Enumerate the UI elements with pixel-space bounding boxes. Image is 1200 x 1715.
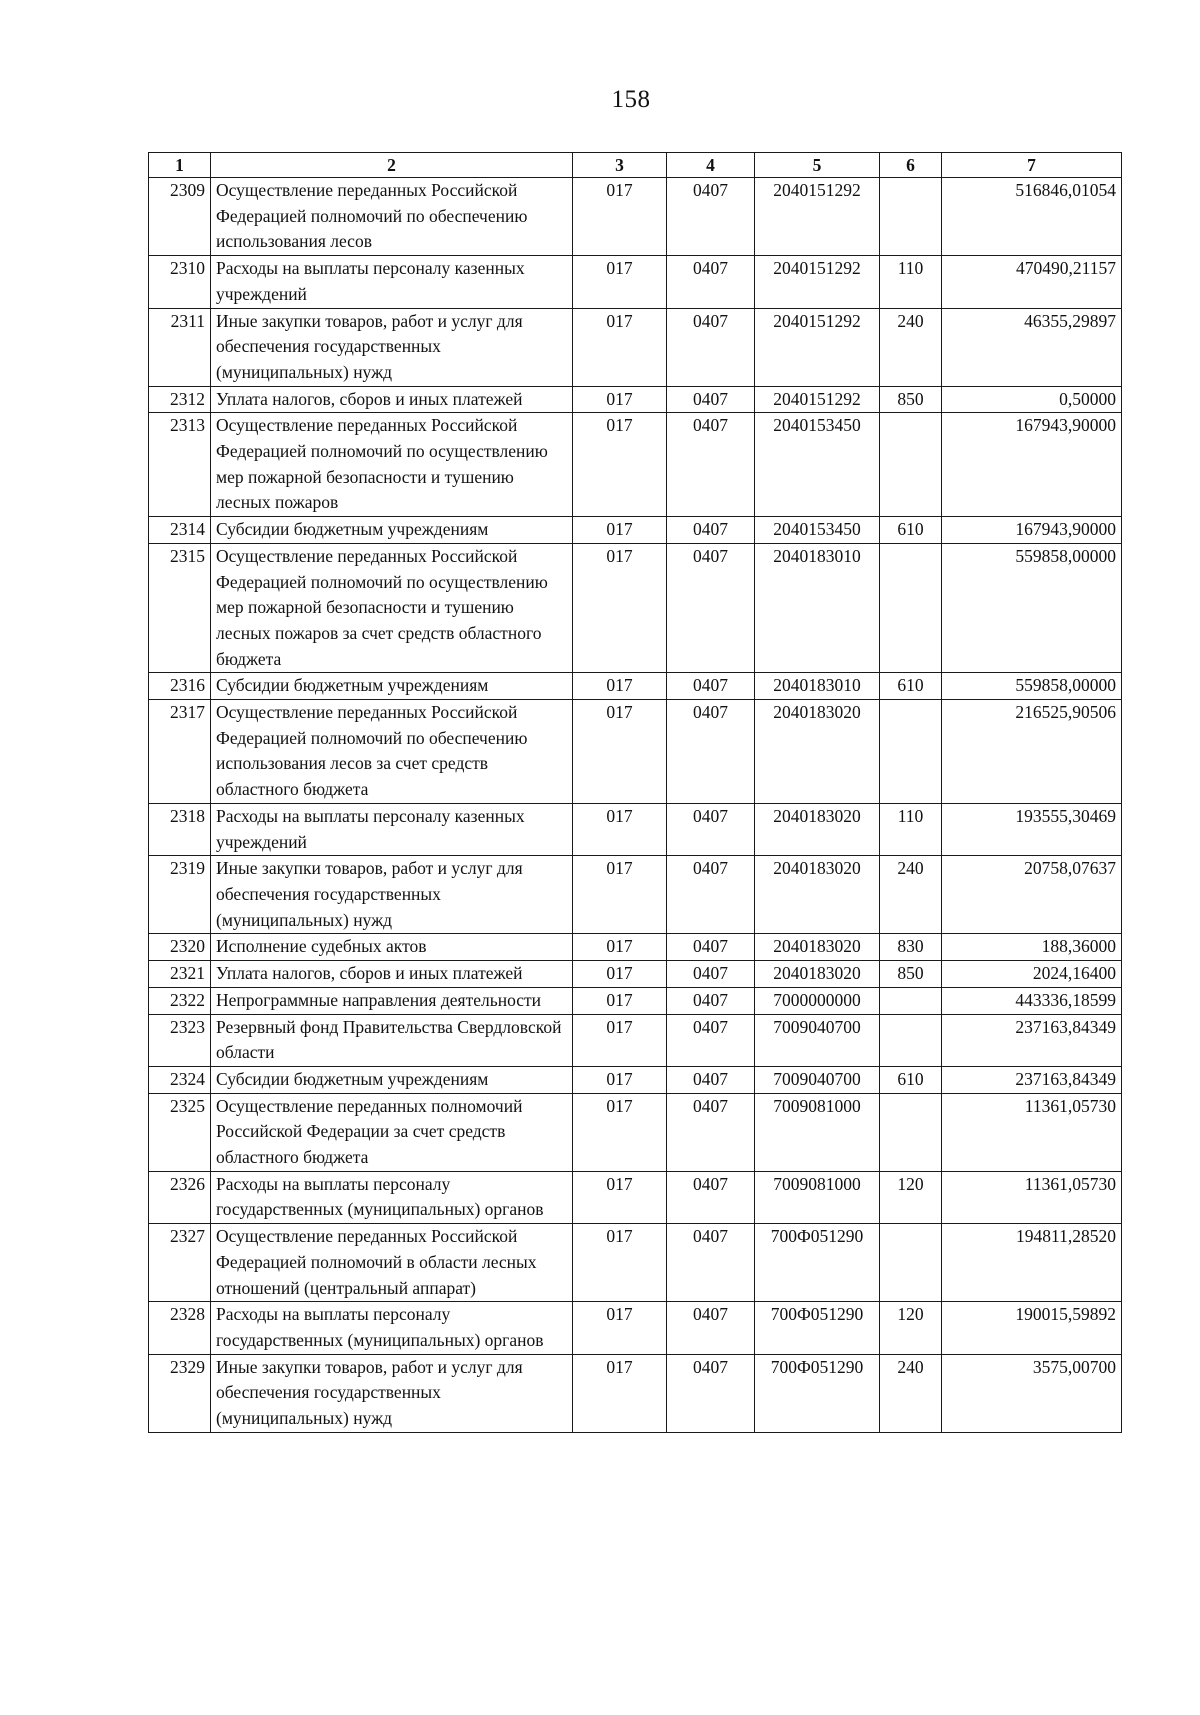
table-row bbox=[149, 308, 1122, 386]
item-name-cell: Расходы на выплаты персоналу казенных учреждений bbox=[211, 803, 573, 855]
section-code-cell: 0407 bbox=[667, 961, 755, 988]
item-name-cell: Осуществление переданных Российской Федерацией полномочий по осуществлению мер пожарной безопасности и тушению лесных пожаров bbox=[211, 413, 573, 517]
section-code-cell: 0407 bbox=[667, 1302, 755, 1354]
admin-code-cell: 017 bbox=[573, 1354, 667, 1432]
table-row bbox=[149, 517, 1122, 544]
row-number-cell: 2317 bbox=[149, 700, 211, 804]
section-code-cell: 0407 bbox=[667, 1171, 755, 1223]
expense-type-cell bbox=[880, 987, 942, 1014]
amount-cell: 0,50000 bbox=[942, 386, 1122, 413]
budget-table bbox=[148, 152, 1122, 1433]
admin-code-cell: 017 bbox=[573, 1093, 667, 1171]
item-name-cell: Иные закупки товаров, работ и услуг для обеспечения государственных (муниципальных) нужд bbox=[211, 856, 573, 934]
table-row bbox=[149, 413, 1122, 517]
table-row bbox=[149, 256, 1122, 308]
target-code-cell: 7009040700 bbox=[755, 1014, 880, 1066]
table-header bbox=[149, 153, 1122, 178]
column-header: 6 bbox=[880, 153, 942, 178]
item-name-cell: Иные закупки товаров, работ и услуг для обеспечения государственных (муниципальных) нужд bbox=[211, 1354, 573, 1432]
table-body bbox=[149, 178, 1122, 1433]
item-name-cell: Осуществление переданных Российской Федерацией полномочий по обеспечению использования лесов bbox=[211, 178, 573, 256]
column-header: 1 bbox=[149, 153, 211, 178]
section-code-cell: 0407 bbox=[667, 517, 755, 544]
table-row bbox=[149, 1224, 1122, 1302]
target-code-cell: 2040153450 bbox=[755, 517, 880, 544]
row-number-cell: 2326 bbox=[149, 1171, 211, 1223]
row-number-cell: 2315 bbox=[149, 543, 211, 673]
expense-type-cell bbox=[880, 178, 942, 256]
admin-code-cell: 017 bbox=[573, 178, 667, 256]
item-name-cell: Иные закупки товаров, работ и услуг для обеспечения государственных (муниципальных) нужд bbox=[211, 308, 573, 386]
section-code-cell: 0407 bbox=[667, 934, 755, 961]
row-number-cell: 2313 bbox=[149, 413, 211, 517]
admin-code-cell: 017 bbox=[573, 1066, 667, 1093]
table-row bbox=[149, 934, 1122, 961]
target-code-cell: 2040183020 bbox=[755, 803, 880, 855]
row-number-cell: 2328 bbox=[149, 1302, 211, 1354]
target-code-cell: 2040183010 bbox=[755, 673, 880, 700]
section-code-cell: 0407 bbox=[667, 413, 755, 517]
item-name-cell: Субсидии бюджетным учреждениям bbox=[211, 1066, 573, 1093]
admin-code-cell: 017 bbox=[573, 386, 667, 413]
expense-type-cell: 110 bbox=[880, 256, 942, 308]
expense-type-cell bbox=[880, 1093, 942, 1171]
column-header: 3 bbox=[573, 153, 667, 178]
row-number-cell: 2321 bbox=[149, 961, 211, 988]
section-code-cell: 0407 bbox=[667, 308, 755, 386]
section-code-cell: 0407 bbox=[667, 543, 755, 673]
row-number-cell: 2322 bbox=[149, 987, 211, 1014]
expense-type-cell: 610 bbox=[880, 517, 942, 544]
target-code-cell: 7009040700 bbox=[755, 1066, 880, 1093]
expense-type-cell bbox=[880, 1224, 942, 1302]
table-row bbox=[149, 987, 1122, 1014]
amount-cell: 188,36000 bbox=[942, 934, 1122, 961]
table-row bbox=[149, 1171, 1122, 1223]
table-row bbox=[149, 1093, 1122, 1171]
table-row bbox=[149, 700, 1122, 804]
item-name-cell: Субсидии бюджетным учреждениям bbox=[211, 517, 573, 544]
admin-code-cell: 017 bbox=[573, 1014, 667, 1066]
column-header: 7 bbox=[942, 153, 1122, 178]
admin-code-cell: 017 bbox=[573, 856, 667, 934]
target-code-cell: 2040151292 bbox=[755, 256, 880, 308]
table-row bbox=[149, 1354, 1122, 1432]
section-code-cell: 0407 bbox=[667, 700, 755, 804]
table-row bbox=[149, 178, 1122, 256]
header-row bbox=[149, 153, 1122, 178]
column-header: 2 bbox=[211, 153, 573, 178]
target-code-cell: 7009081000 bbox=[755, 1171, 880, 1223]
section-code-cell: 0407 bbox=[667, 1354, 755, 1432]
item-name-cell: Осуществление переданных Российской Федерацией полномочий в области лесных отношений (центральный аппарат) bbox=[211, 1224, 573, 1302]
amount-cell: 167943,90000 bbox=[942, 517, 1122, 544]
row-number-cell: 2312 bbox=[149, 386, 211, 413]
target-code-cell: 700Ф051290 bbox=[755, 1302, 880, 1354]
item-name-cell: Осуществление переданных Российской Федерацией полномочий по осуществлению мер пожарной безопасности и тушению лесных пожаров за счет средств областного бюджета bbox=[211, 543, 573, 673]
target-code-cell: 2040183020 bbox=[755, 934, 880, 961]
amount-cell: 216525,90506 bbox=[942, 700, 1122, 804]
item-name-cell: Расходы на выплаты персоналу государственных (муниципальных) органов bbox=[211, 1171, 573, 1223]
target-code-cell: 2040153450 bbox=[755, 413, 880, 517]
amount-cell: 470490,21157 bbox=[942, 256, 1122, 308]
section-code-cell: 0407 bbox=[667, 1066, 755, 1093]
row-number-cell: 2329 bbox=[149, 1354, 211, 1432]
amount-cell: 190015,59892 bbox=[942, 1302, 1122, 1354]
admin-code-cell: 017 bbox=[573, 308, 667, 386]
target-code-cell: 7000000000 bbox=[755, 987, 880, 1014]
item-name-cell: Осуществление переданных полномочий Российской Федерации за счет средств областного бюджета bbox=[211, 1093, 573, 1171]
target-code-cell: 2040183010 bbox=[755, 543, 880, 673]
table-row bbox=[149, 856, 1122, 934]
row-number-cell: 2314 bbox=[149, 517, 211, 544]
amount-cell: 11361,05730 bbox=[942, 1093, 1122, 1171]
amount-cell: 193555,30469 bbox=[942, 803, 1122, 855]
target-code-cell: 2040151292 bbox=[755, 386, 880, 413]
item-name-cell: Расходы на выплаты персоналу казенных учреждений bbox=[211, 256, 573, 308]
item-name-cell: Расходы на выплаты персоналу государственных (муниципальных) органов bbox=[211, 1302, 573, 1354]
section-code-cell: 0407 bbox=[667, 987, 755, 1014]
section-code-cell: 0407 bbox=[667, 673, 755, 700]
admin-code-cell: 017 bbox=[573, 803, 667, 855]
table-row bbox=[149, 386, 1122, 413]
section-code-cell: 0407 bbox=[667, 856, 755, 934]
expense-type-cell: 610 bbox=[880, 673, 942, 700]
admin-code-cell: 017 bbox=[573, 543, 667, 673]
target-code-cell: 2040151292 bbox=[755, 308, 880, 386]
row-number-cell: 2318 bbox=[149, 803, 211, 855]
expense-type-cell: 610 bbox=[880, 1066, 942, 1093]
section-code-cell: 0407 bbox=[667, 1093, 755, 1171]
table-row bbox=[149, 1302, 1122, 1354]
item-name-cell: Уплата налогов, сборов и иных платежей bbox=[211, 386, 573, 413]
admin-code-cell: 017 bbox=[573, 987, 667, 1014]
target-code-cell: 7009081000 bbox=[755, 1093, 880, 1171]
expense-type-cell: 850 bbox=[880, 961, 942, 988]
admin-code-cell: 017 bbox=[573, 1224, 667, 1302]
expense-type-cell: 240 bbox=[880, 1354, 942, 1432]
table-row bbox=[149, 803, 1122, 855]
expense-type-cell: 830 bbox=[880, 934, 942, 961]
amount-cell: 237163,84349 bbox=[942, 1014, 1122, 1066]
amount-cell: 11361,05730 bbox=[942, 1171, 1122, 1223]
admin-code-cell: 017 bbox=[573, 961, 667, 988]
row-number-cell: 2320 bbox=[149, 934, 211, 961]
amount-cell: 237163,84349 bbox=[942, 1066, 1122, 1093]
target-code-cell: 2040183020 bbox=[755, 961, 880, 988]
row-number-cell: 2323 bbox=[149, 1014, 211, 1066]
admin-code-cell: 017 bbox=[573, 1171, 667, 1223]
item-name-cell: Субсидии бюджетным учреждениям bbox=[211, 673, 573, 700]
table-row bbox=[149, 673, 1122, 700]
amount-cell: 2024,16400 bbox=[942, 961, 1122, 988]
row-number-cell: 2309 bbox=[149, 178, 211, 256]
row-number-cell: 2327 bbox=[149, 1224, 211, 1302]
expense-type-cell: 240 bbox=[880, 856, 942, 934]
item-name-cell: Непрограммные направления деятельности bbox=[211, 987, 573, 1014]
section-code-cell: 0407 bbox=[667, 803, 755, 855]
amount-cell: 443336,18599 bbox=[942, 987, 1122, 1014]
section-code-cell: 0407 bbox=[667, 386, 755, 413]
amount-cell: 559858,00000 bbox=[942, 543, 1122, 673]
admin-code-cell: 017 bbox=[573, 673, 667, 700]
table-row bbox=[149, 961, 1122, 988]
column-header: 4 bbox=[667, 153, 755, 178]
item-name-cell: Уплата налогов, сборов и иных платежей bbox=[211, 961, 573, 988]
admin-code-cell: 017 bbox=[573, 256, 667, 308]
row-number-cell: 2324 bbox=[149, 1066, 211, 1093]
admin-code-cell: 017 bbox=[573, 517, 667, 544]
amount-cell: 3575,00700 bbox=[942, 1354, 1122, 1432]
row-number-cell: 2325 bbox=[149, 1093, 211, 1171]
table-row bbox=[149, 1014, 1122, 1066]
expense-type-cell bbox=[880, 543, 942, 673]
amount-cell: 167943,90000 bbox=[942, 413, 1122, 517]
expense-type-cell bbox=[880, 413, 942, 517]
expense-type-cell: 120 bbox=[880, 1302, 942, 1354]
column-header: 5 bbox=[755, 153, 880, 178]
row-number-cell: 2310 bbox=[149, 256, 211, 308]
section-code-cell: 0407 bbox=[667, 1224, 755, 1302]
item-name-cell: Исполнение судебных актов bbox=[211, 934, 573, 961]
target-code-cell: 700Ф051290 bbox=[755, 1224, 880, 1302]
target-code-cell: 2040151292 bbox=[755, 178, 880, 256]
page-number: 158 bbox=[611, 86, 651, 113]
target-code-cell: 700Ф051290 bbox=[755, 1354, 880, 1432]
admin-code-cell: 017 bbox=[573, 1302, 667, 1354]
admin-code-cell: 017 bbox=[573, 934, 667, 961]
expense-type-cell: 120 bbox=[880, 1171, 942, 1223]
admin-code-cell: 017 bbox=[573, 700, 667, 804]
row-number-cell: 2311 bbox=[149, 308, 211, 386]
amount-cell: 516846,01054 bbox=[942, 178, 1122, 256]
target-code-cell: 2040183020 bbox=[755, 856, 880, 934]
expense-type-cell: 850 bbox=[880, 386, 942, 413]
table-row bbox=[149, 1066, 1122, 1093]
expense-type-cell bbox=[880, 1014, 942, 1066]
section-code-cell: 0407 bbox=[667, 256, 755, 308]
item-name-cell: Осуществление переданных Российской Федерацией полномочий по обеспечению использования лесов за счет средств областного бюджета bbox=[211, 700, 573, 804]
target-code-cell: 2040183020 bbox=[755, 700, 880, 804]
section-code-cell: 0407 bbox=[667, 1014, 755, 1066]
expense-type-cell: 240 bbox=[880, 308, 942, 386]
item-name-cell: Резервный фонд Правительства Свердловской области bbox=[211, 1014, 573, 1066]
amount-cell: 559858,00000 bbox=[942, 673, 1122, 700]
admin-code-cell: 017 bbox=[573, 413, 667, 517]
expense-type-cell: 110 bbox=[880, 803, 942, 855]
amount-cell: 20758,07637 bbox=[942, 856, 1122, 934]
row-number-cell: 2316 bbox=[149, 673, 211, 700]
table-row bbox=[149, 543, 1122, 673]
amount-cell: 46355,29897 bbox=[942, 308, 1122, 386]
row-number-cell: 2319 bbox=[149, 856, 211, 934]
section-code-cell: 0407 bbox=[667, 178, 755, 256]
amount-cell: 194811,28520 bbox=[942, 1224, 1122, 1302]
expense-type-cell bbox=[880, 700, 942, 804]
